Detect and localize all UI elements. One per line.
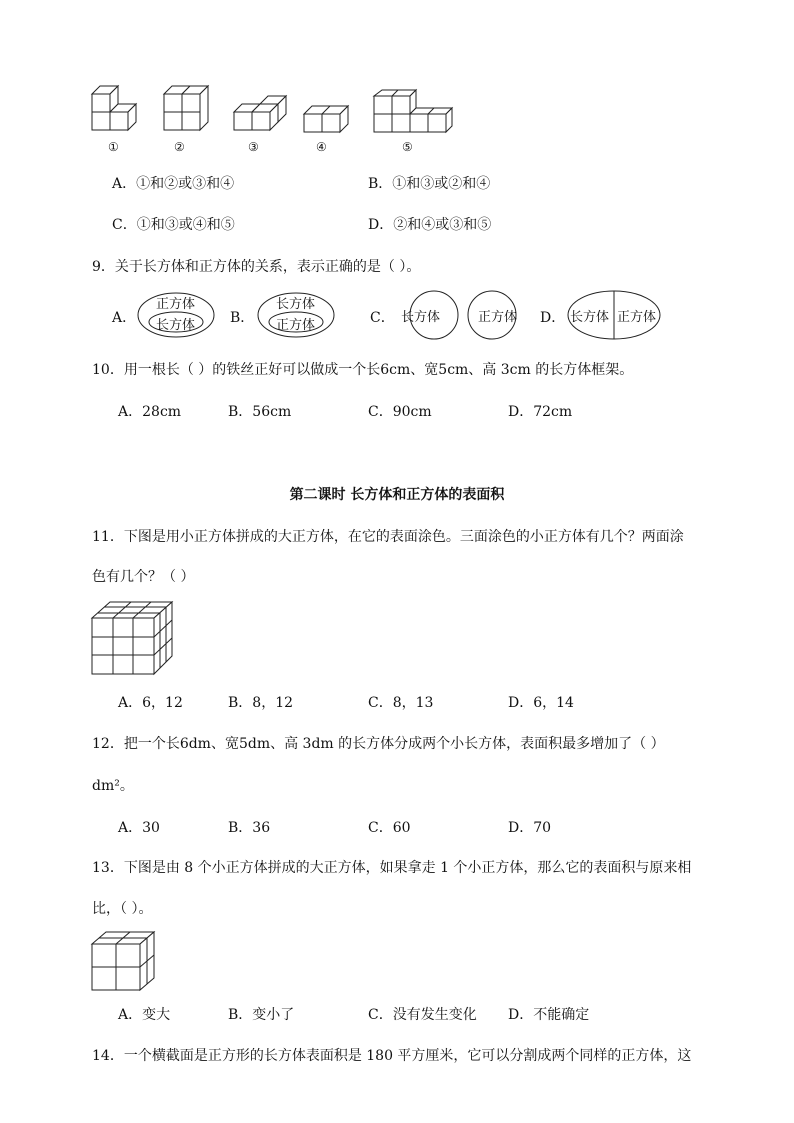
- option-letter: D．: [508, 695, 534, 711]
- option-text: 变小了: [252, 1007, 295, 1023]
- q13-option-b[interactable]: [228, 1004, 294, 1024]
- option-text: 28cm: [142, 404, 182, 420]
- option-letter: B．: [228, 820, 253, 836]
- q11-option-c[interactable]: [368, 692, 433, 712]
- q11-stem-line-1: 11．下图是用小正方体拼成的大正方体，在它的表面涂色。三面涂色的小正方体有几个？两面涂: [92, 529, 684, 545]
- q8-figure-label-2: ②: [174, 140, 185, 154]
- q8-option-c[interactable]: [112, 214, 235, 234]
- option-letter: C．: [368, 820, 393, 836]
- option-text: 36: [252, 820, 271, 836]
- q12-stem-line-1: 12．把一个长6dm、宽5dm、高 3dm 的长方体分成两个小长方体，表面积最多增加了（ ）: [92, 736, 665, 752]
- q9-a-inner-label: 长方体: [156, 318, 196, 333]
- option-text: 8，12: [252, 695, 294, 711]
- option-letter: B．: [228, 404, 253, 420]
- q12-option-c[interactable]: [368, 817, 411, 837]
- option-text: 56cm: [252, 404, 292, 420]
- option-letter: C．: [368, 695, 393, 711]
- q14-stem-line-1: 14．一个横截面是正方形的长方体表面积是 180 平方厘米，它可以分割成两个同样的正方体，这: [92, 1048, 692, 1064]
- q9-option-b-letter[interactable]: B．: [230, 310, 255, 326]
- option-text: 没有发生变化: [392, 1007, 477, 1023]
- q12-option-d[interactable]: [508, 817, 551, 837]
- q13-cube-figure: [90, 930, 156, 992]
- q10-option-a[interactable]: [118, 401, 181, 421]
- option-letter: D．: [508, 1007, 534, 1023]
- option-letter: A．: [118, 404, 143, 420]
- option-text: 6，12: [142, 695, 183, 711]
- q8-figure-2: [162, 84, 214, 134]
- q8-figure-label-3: ③: [248, 140, 259, 154]
- option-text: 30: [142, 820, 160, 836]
- q10-option-d[interactable]: [508, 401, 572, 421]
- q10-option-c[interactable]: [368, 401, 432, 421]
- option-letter: B．: [228, 1007, 253, 1023]
- option-text: 不能确定: [533, 1007, 590, 1023]
- option-text: 60: [392, 820, 411, 836]
- q13-option-d[interactable]: [508, 1004, 589, 1024]
- q8-option-b[interactable]: [368, 173, 490, 193]
- q13-option-a[interactable]: [118, 1004, 170, 1024]
- q11-option-d[interactable]: [508, 692, 574, 712]
- option-letter: C．: [112, 217, 137, 233]
- q11-cube-figure: [90, 600, 174, 676]
- q9-stem: 9．关于长方体和正方体的关系，表示正确的是（ ）。: [92, 259, 421, 275]
- option-text: 90cm: [392, 404, 432, 420]
- option-letter: C．: [368, 404, 393, 420]
- option-text: 72cm: [533, 404, 573, 420]
- q13-stem-line-2: 比，（ ）。: [92, 901, 153, 917]
- q9-a-outer-label: 正方体: [156, 297, 196, 312]
- q8-option-a[interactable]: [112, 173, 234, 193]
- q9-d-right-label: 正方体: [617, 310, 657, 325]
- option-letter: A．: [118, 820, 143, 836]
- q8-figure-1: [90, 84, 142, 134]
- option-text: 8，13: [392, 695, 434, 711]
- q9-c-left-label: 长方体: [401, 310, 441, 325]
- q11-option-a[interactable]: [118, 692, 183, 712]
- q11-stem-line-2: 色有几个？（ ）: [92, 569, 195, 585]
- option-text: 70: [533, 820, 552, 836]
- option-letter: D．: [508, 404, 534, 420]
- q8-figure-label-1: ①: [108, 140, 119, 154]
- option-letter: C．: [368, 1007, 393, 1023]
- option-letter: B．: [228, 695, 253, 711]
- option-text: ①和③或②和④: [392, 176, 491, 192]
- q9-option-c-letter[interactable]: C．: [370, 310, 395, 326]
- q13-option-c[interactable]: [368, 1004, 477, 1024]
- q9-option-d-letter[interactable]: D．: [540, 310, 566, 326]
- q8-figure-label-4: ④: [316, 140, 327, 154]
- option-text: ①和②或③和④: [136, 176, 235, 192]
- q13-stem-line-1: 13．下图是由 8 个小正方体拼成的大正方体，如果拿走 1 个小正方体，那么它的表面积与原来相: [92, 860, 692, 876]
- q8-figure-label-5: ⑤: [402, 140, 413, 154]
- q9-option-a-letter[interactable]: A．: [112, 310, 137, 326]
- option-letter: D．: [508, 820, 534, 836]
- option-text: 6，14: [533, 695, 574, 711]
- q9-c-right-label: 正方体: [478, 310, 518, 325]
- q10-option-b[interactable]: [228, 401, 291, 421]
- q10-stem: 10．用一根长（ ）的铁丝正好可以做成一个长6cm、宽5cm、高 3cm 的长方体框架。: [92, 362, 634, 378]
- q12-option-b[interactable]: [228, 817, 270, 837]
- option-letter: A．: [118, 695, 143, 711]
- option-letter: B．: [368, 176, 393, 192]
- section-title: 第二课时 长方体和正方体的表面积: [289, 487, 505, 503]
- option-letter: A．: [118, 1007, 143, 1023]
- option-letter: A．: [112, 176, 137, 192]
- q12-stem-line-2: dm²。: [92, 778, 134, 794]
- q8-figure-3: [232, 100, 288, 134]
- q9-b-outer-label: 长方体: [276, 297, 316, 312]
- option-text: 变大: [142, 1007, 171, 1023]
- q8-option-d[interactable]: [368, 214, 491, 234]
- q12-option-a[interactable]: [118, 817, 160, 837]
- q11-option-b[interactable]: [228, 692, 293, 712]
- q8-figure-4: [302, 104, 350, 134]
- q8-figure-5: [372, 88, 452, 134]
- q9-d-left-label: 长方体: [570, 310, 610, 325]
- option-text: ②和④或③和⑤: [393, 217, 492, 233]
- option-text: ①和③或④和⑤: [136, 217, 235, 233]
- q9-b-inner-label: 正方体: [276, 318, 316, 333]
- option-letter: D．: [368, 217, 394, 233]
